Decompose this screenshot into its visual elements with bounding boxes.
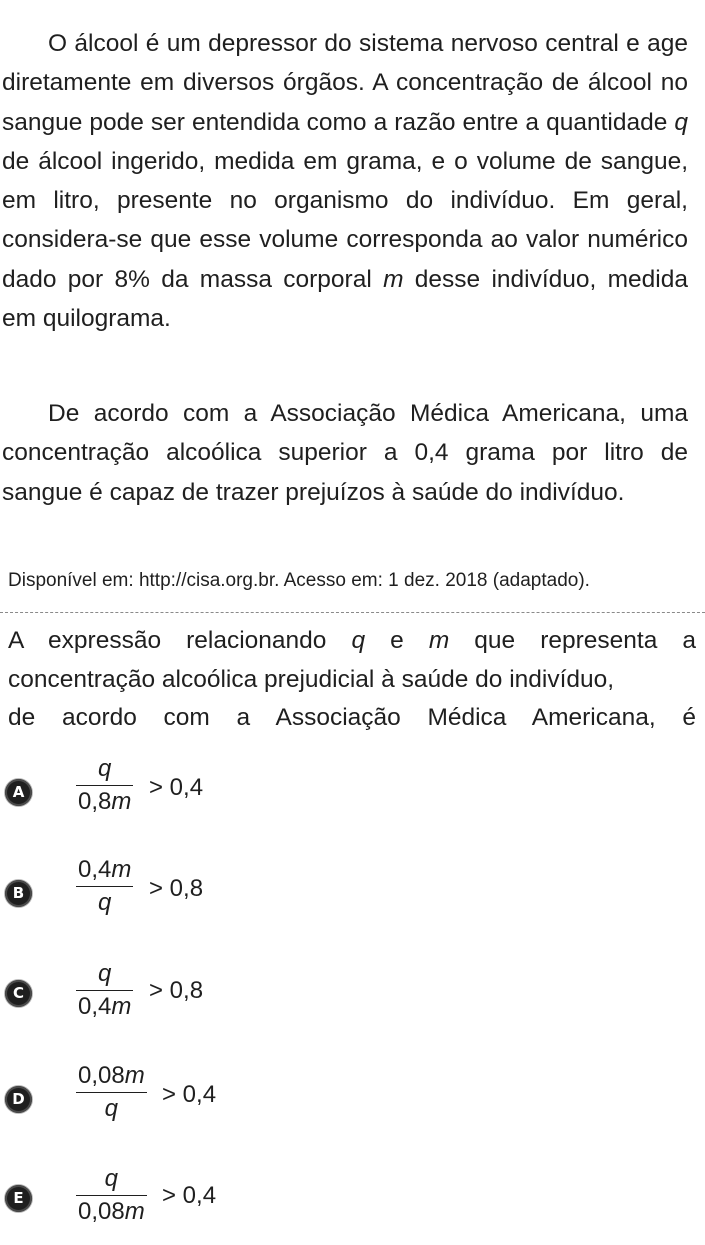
option-letter-badge[interactable]: C: [5, 980, 32, 1007]
source-citation: Disponível em: http://cisa.org.br. Acesso em: 1 dez. 2018 (adaptado).: [8, 570, 590, 591]
option-b[interactable]: [0, 856, 705, 926]
variable-m: m: [111, 993, 132, 1020]
dashed-divider: [0, 612, 705, 613]
paragraph-ama: [2, 394, 688, 512]
fraction: [76, 755, 133, 816]
fraction-denominator: q: [98, 889, 112, 916]
option-d[interactable]: [0, 1062, 705, 1132]
numerator-coefficient: 0,4: [78, 856, 112, 883]
fraction-denominator: [76, 1198, 147, 1226]
denominator-coefficient: 0,8: [78, 788, 112, 815]
denominator-coefficient: 0,4: [78, 993, 112, 1020]
question-text: A expressão relacionando: [8, 627, 352, 654]
paragraph-text: O álcool é um depressor do sistema nervoso central e age diretamente em diversos órgãos. A concentração de álcool no sangue pode ser entendida como a razão entre a quantidade: [2, 30, 688, 136]
variable-m: m: [111, 856, 132, 883]
fraction: [76, 856, 133, 917]
variable-q: q: [674, 108, 688, 136]
fraction: [76, 1165, 147, 1226]
fraction-bar: [76, 990, 133, 991]
inequality: > 0,8: [149, 977, 204, 1004]
fraction-numerator: [76, 856, 133, 884]
fraction-denominator: [76, 993, 133, 1021]
fraction: [76, 960, 133, 1021]
option-e[interactable]: [0, 1165, 705, 1235]
fraction: [76, 1062, 147, 1123]
option-a[interactable]: [0, 755, 705, 825]
question-text: de acordo com a Associação Médica Americana, é: [8, 704, 696, 731]
option-letter-badge[interactable]: D: [5, 1086, 32, 1113]
question-text: que representa a concentração alcoólica prejudicial à saúde do indivíduo,: [8, 627, 696, 693]
denominator-coefficient: 0,08: [78, 1198, 125, 1225]
fraction-bar: [76, 886, 133, 887]
inequality: > 0,4: [149, 774, 204, 801]
paragraph-text: desse indivíduo, medida em quilograma.: [2, 265, 689, 333]
numerator-coefficient: 0,08: [78, 1062, 125, 1089]
inequality: > 0,4: [162, 1081, 217, 1108]
variable-q: q: [351, 627, 366, 654]
inequality: > 0,8: [149, 875, 204, 902]
option-c[interactable]: [0, 960, 705, 1030]
variable-m: m: [124, 1198, 145, 1225]
fraction-bar: [76, 1092, 147, 1093]
fraction-numerator: q: [98, 755, 112, 782]
fraction-numerator: q: [104, 1165, 119, 1192]
fraction-numerator: [76, 1062, 147, 1090]
inequality: > 0,4: [162, 1182, 217, 1209]
variable-m: m: [124, 1062, 145, 1089]
option-letter-badge[interactable]: E: [5, 1185, 32, 1212]
paragraph-text: De acordo com a Associação Médica Americana, uma concentração alcoólica superior a 0,4 grama por litro de sangue é capaz de trazer prejuízos à saúde do indivíduo.: [2, 400, 688, 506]
paragraph-text: de álcool ingerido, medida em grama, e o volume de sangue, em litro, presente no organismo do indivíduo. Em geral, considera-se que esse volume corresponda ao valor numérico dado por 8% da massa corporal: [2, 147, 688, 293]
fraction-denominator: [76, 788, 133, 816]
paragraph-context: [2, 24, 688, 338]
variable-m: m: [383, 265, 404, 293]
question-stem: [8, 622, 696, 738]
fraction-numerator: q: [98, 960, 112, 987]
option-letter-badge[interactable]: A: [5, 779, 32, 806]
fraction-bar: [76, 785, 133, 786]
question-text: e: [365, 627, 429, 654]
fraction-denominator: q: [104, 1095, 119, 1122]
variable-m: m: [428, 627, 450, 654]
variable-m: m: [111, 788, 132, 815]
option-letter-badge[interactable]: B: [5, 880, 32, 907]
fraction-bar: [76, 1195, 147, 1196]
